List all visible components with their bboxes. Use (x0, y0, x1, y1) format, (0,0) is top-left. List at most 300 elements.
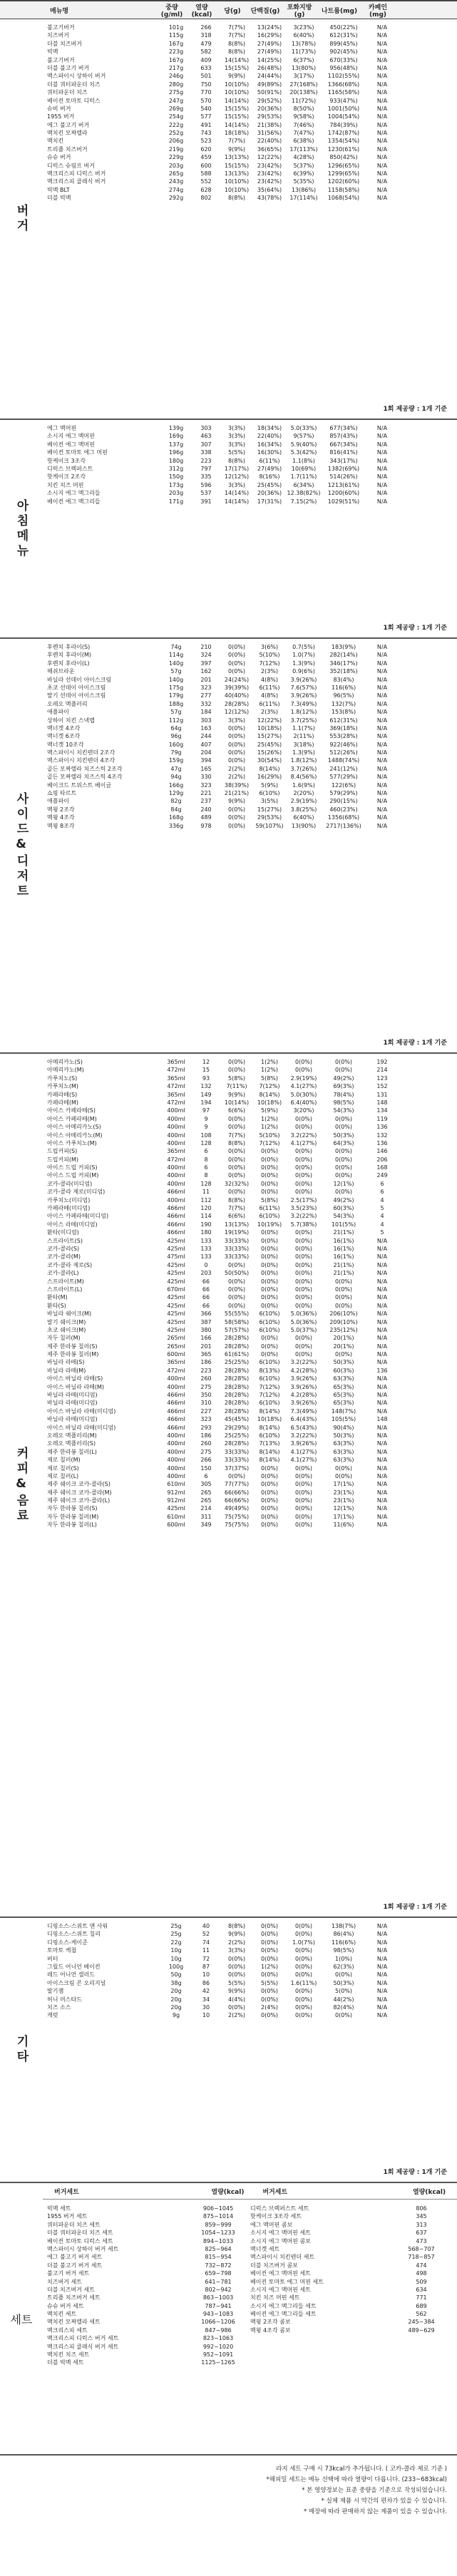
nutrient-value: 21(1%) (333, 1270, 354, 1277)
nutrient-value: 7(7%) (227, 32, 246, 39)
nutrient-value: N/A (376, 1939, 388, 1946)
nutrient-value: 0(0%) (334, 1464, 353, 1472)
nutrient-value: 4 (380, 1221, 384, 1228)
table-row (47, 1939, 457, 1946)
table-row (47, 64, 457, 72)
nutrient-value: 8(14%) (259, 1091, 280, 1098)
menu-name: 빅맥 BLT (47, 186, 70, 193)
set-row (47, 2310, 250, 2318)
nutrient-value: 3(3%) (227, 441, 246, 448)
table-row (47, 1464, 457, 1472)
nutrient-value: 5(37%) (293, 162, 314, 169)
nutrient-value: 243g (168, 178, 184, 185)
nutrient-value: 15(15%) (224, 113, 250, 120)
nutrient-value: 3.9(26%) (290, 1400, 317, 1407)
table-row (47, 1358, 457, 1366)
nutrient-value: N/A (376, 1996, 388, 2003)
nutrient-value: 1354(54%) (327, 138, 360, 145)
nutrient-value: 6(37%) (293, 56, 314, 63)
nutrient-value: 20(36%) (257, 490, 282, 497)
table-row (47, 806, 457, 814)
nutrient-value: 335 (200, 473, 212, 481)
table-row (47, 2003, 457, 2011)
nutrient-value: 11 (202, 1947, 210, 1954)
set-category-label: 세트 (10, 2312, 33, 2326)
nutrient-value: 400ml (167, 1472, 185, 1479)
category-column (0, 639, 43, 1052)
table-row (47, 153, 457, 161)
nutrient-value: 246g (168, 73, 184, 80)
set-kcal: 863~1003 (202, 2294, 234, 2302)
nutrient-value: 150g (168, 473, 184, 481)
nutrient-value: 0(0%) (227, 749, 246, 756)
footnote: 라지 세트 구매 시 73kcal가 추가됩니다. ( 코카-콜라 제로 기준 ) (276, 2465, 447, 2473)
nutrient-value: 0(0%) (227, 1059, 246, 1065)
set-name: 베이컨 토마토 에그 머핀 세트 (250, 2278, 324, 2285)
nutrient-value: 280g (168, 81, 184, 88)
nutrient-value: 240 (200, 806, 212, 813)
nutrient-value: 0(0%) (227, 757, 246, 764)
table-row (47, 1334, 457, 1342)
menu-name: 자두 한라봉 칠러(S) (47, 1505, 98, 1512)
nutrient-value: 7(12%) (259, 1139, 280, 1146)
nutrient-value: 0(0%) (227, 741, 246, 748)
set-kcal: 718~857 (408, 2254, 435, 2261)
nutrient-value: 670(33%) (329, 56, 358, 63)
nutrient-value: 44(2%) (333, 1996, 354, 2003)
nutrient-value: 235(12%) (329, 1326, 358, 1333)
nutrient-value: 612(31%) (329, 717, 358, 724)
set-name: 맥크리스피 디럭스 버거 세트 (47, 2335, 119, 2342)
table-row (47, 732, 457, 740)
nutrient-value: 1029(51%) (327, 498, 360, 505)
set-row (47, 2318, 250, 2326)
nutrient-value: 0(0%) (334, 1148, 353, 1155)
set-name: 맥치킨 모짜렐라 세트 (47, 2319, 101, 2326)
nutrient-value: 217g (168, 64, 184, 71)
table-row (47, 643, 457, 651)
nutrient-value: 610ml (167, 1481, 185, 1488)
nutrient-value: 210 (200, 644, 212, 650)
nutrient-value: 17(113%) (289, 145, 318, 153)
nutrient-value: 475ml (167, 1253, 185, 1261)
menu-name: 제주 한라봉 칠러(L) (47, 1448, 97, 1455)
nutrient-value: 0(0%) (294, 1059, 313, 1065)
nutrient-value: 8(8%) (227, 40, 246, 47)
nutrient-value: 620 (200, 145, 212, 153)
nutrient-value: 66 (202, 1278, 210, 1285)
table-row (47, 667, 457, 675)
table-row (47, 1987, 457, 1995)
set-row (250, 2212, 453, 2220)
menu-name: 바닐라 라떼(미디엄) (47, 1400, 98, 1407)
nutrient-value: 265g (168, 170, 184, 178)
menu-name: 소시지 에그 맥머핀 (47, 433, 95, 440)
menu-name: 맥스파이시 치킨텐더 4조각 (47, 757, 115, 764)
menu-name: 쇼핑 타르트 (47, 790, 77, 797)
menu-name: 디핑소스-케이준 (47, 1939, 88, 1946)
nutrient-value: N/A (376, 1457, 388, 1464)
nutrient-value: 3(3%) (227, 433, 246, 440)
set-name: 베이컨 에그 맥그리들 세트 (250, 2311, 317, 2318)
set-name: 맥너겟 세트 (250, 2245, 280, 2252)
nutrient-value: N/A (376, 1505, 388, 1512)
category-column (0, 19, 43, 419)
set-kcal: 313 (416, 2221, 427, 2228)
nutrient-value: 4.1(27%) (290, 1139, 317, 1146)
table-row (47, 1212, 457, 1220)
table-row (47, 186, 457, 194)
menu-rows (47, 420, 457, 506)
menu-name: 딸기 선데이 아이스크림 (47, 692, 106, 699)
nutrient-value: 265 (200, 1489, 212, 1496)
menu-name: 베이크드 트위스트 베이글 (47, 781, 112, 789)
set-row (47, 2343, 250, 2351)
nutrient-value: 203 (200, 1270, 212, 1277)
menu-name: 바닐라 선데이 아이스크림 (47, 676, 112, 683)
nutrient-value: 36(65%) (257, 145, 282, 153)
nutrient-value: 6(10%) (259, 790, 280, 797)
menu-name: 환타(S) (47, 1302, 66, 1309)
nutrient-value: 0(0%) (227, 668, 246, 675)
nutrient-value: 27(49%) (257, 465, 282, 472)
nutrient-value: 0(0%) (260, 1955, 279, 1962)
nutrient-value: 254g (168, 113, 184, 120)
nutrient-value: 29(53%) (257, 814, 282, 821)
nutrient-value: 1.8(12%) (290, 709, 317, 716)
table-row (47, 432, 457, 440)
nutrient-value: 1.7(11%) (290, 473, 317, 481)
table-row (47, 756, 457, 764)
nutrient-value: N/A (376, 81, 388, 88)
nutrient-value: 577(29%) (329, 774, 358, 781)
nutrient-value: 266 (200, 1457, 212, 1464)
set-kcal: 771 (416, 2294, 427, 2302)
nutrient-value: 6(6%) (227, 1213, 246, 1220)
nutrient-value: 49(49%) (224, 1505, 250, 1512)
nutrient-value: 167g (168, 40, 184, 47)
nutrient-value: 50(3%) (333, 1432, 354, 1439)
nutrient-value: 0(0%) (294, 1988, 313, 1995)
nutrient-value: 7(7%) (227, 1132, 246, 1139)
nutrient-value: 0(0%) (294, 2012, 313, 2019)
table-row (47, 789, 457, 797)
nutrient-value: 0(0%) (260, 1988, 279, 1995)
nutrient-value: N/A (376, 1955, 388, 1962)
header-sugar: 당(g) (224, 7, 241, 15)
nutrient-value: 0(0%) (260, 1522, 279, 1529)
nutrient-value: 21(1%) (333, 1229, 354, 1236)
nutrient-value: 260 (200, 1375, 212, 1382)
table-row (47, 1066, 457, 1074)
nutrient-value: 203g (168, 490, 184, 497)
nutrient-value: 4(28%) (293, 154, 314, 161)
nutrient-value: 0(0%) (260, 1278, 279, 1285)
nutrient-value: 4(8%) (260, 692, 279, 699)
nutrient-value: N/A (376, 473, 388, 481)
nutrient-value: 3.9(26%) (290, 1375, 317, 1382)
nutrient-value: 1001(50%) (327, 105, 360, 112)
nutrient-value: 63(3%) (333, 1457, 354, 1464)
nutrient-value: 8(14%) (259, 765, 280, 772)
nutrient-value: 6(11%) (259, 1205, 280, 1212)
nutrient-value: 292g (168, 195, 184, 202)
table-row (47, 1448, 457, 1456)
nutrient-value: 0(0%) (260, 1261, 279, 1268)
menu-name: 초코 선데이 아이스크림 (47, 684, 106, 691)
nutrient-value: 3.7(25%) (290, 717, 317, 724)
set-row (47, 2237, 250, 2245)
table-row (47, 178, 457, 185)
nutrient-value: 8.4(56%) (290, 774, 317, 781)
nutrient-value: 7(11%) (226, 1083, 247, 1090)
table-row (47, 1221, 457, 1228)
table-row (47, 814, 457, 821)
nutrient-value: 0(0%) (334, 1294, 353, 1301)
set-name: 쿼터파운더 치즈 세트 (47, 2221, 101, 2228)
nutrient-value: 667(34%) (329, 441, 358, 448)
nutrient-value: 27(49%) (257, 40, 282, 47)
nutrient-value: 137g (168, 441, 184, 448)
nutrient-value: 2(2%) (227, 1939, 246, 1946)
nutrient-value: 512(26%) (329, 749, 358, 756)
menu-name: 더블 빅맥 (47, 195, 71, 202)
nutrient-value: 57(57%) (224, 1326, 250, 1333)
set-kcal: 689 (416, 2302, 427, 2309)
nutrient-value: 65(3%) (333, 1400, 354, 1407)
nutrient-value: N/A (376, 195, 388, 202)
menu-rows (47, 1054, 457, 1529)
set-name: 베이컨 에그 맥머핀 세트 (250, 2270, 311, 2277)
nutrient-value: 275 (200, 1448, 212, 1455)
set-columns (47, 2205, 457, 2367)
set-name: 에그 불고기 버거 세트 (47, 2254, 103, 2261)
menu-name: 베이컨 에그 맥그리들 (47, 498, 101, 505)
nutrient-value: 206 (376, 1156, 388, 1163)
nutrient-value: N/A (376, 1407, 388, 1415)
nutrient-value: 0(0%) (260, 1302, 279, 1309)
set-name: 소시지 에그 맥머핀 콤보 (250, 2237, 311, 2244)
nutrient-value: N/A (376, 154, 388, 161)
nutrient-value: 86 (202, 1979, 210, 1986)
nutrient-value: 28(28%) (224, 1375, 250, 1382)
nutrient-value: 0(0%) (227, 1189, 246, 1196)
nutrient-value: 9(9%) (227, 1091, 246, 1098)
table-row (47, 1367, 457, 1375)
nutrient-value: 0(0%) (260, 1939, 279, 1946)
nutrient-value: 6(11%) (259, 684, 280, 691)
nutrient-value: 514(26%) (329, 473, 358, 481)
nutrient-value: 86(4%) (333, 1931, 354, 1938)
nutrient-value: 552 (200, 178, 212, 185)
nutrient-value: 6(40%) (293, 814, 314, 821)
nutrient-value: 241(12%) (329, 765, 358, 772)
nutrient-value: 78(4%) (333, 1091, 354, 1098)
nutrient-value: 28(28%) (224, 1367, 250, 1374)
nutrient-value: 265ml (167, 1343, 185, 1350)
nutrient-value: 3.9(26%) (290, 692, 317, 699)
nutrient-value: 902(45%) (329, 48, 358, 56)
set-kcal: 825~964 (205, 2245, 232, 2252)
nutrient-value: 52 (202, 1931, 210, 1938)
set-name: 맥스파이시 치킨텐더 세트 (250, 2254, 315, 2261)
nutrient-value: 10 (202, 1971, 210, 1979)
nutrient-value: 0(0%) (294, 1472, 313, 1479)
nutrient-value: 3.2(22%) (290, 1359, 317, 1366)
menu-name: 베이컨 에그 맥머핀 (47, 441, 95, 448)
set-kcal: 562 (416, 2311, 427, 2318)
nutrient-value: 6(10%) (259, 1213, 280, 1220)
table-row (47, 749, 457, 756)
nutrient-value: N/A (376, 1979, 388, 1986)
menu-name: 치즈 소스 (47, 2003, 71, 2011)
table-row (47, 1310, 457, 1318)
set-row (47, 2302, 250, 2310)
nutrient-value: 350 (200, 1392, 212, 1399)
nutrient-value: 33(33%) (224, 1448, 250, 1455)
nutrient-value: 98(5%) (333, 1099, 354, 1106)
nutrient-value: 180g (168, 457, 184, 464)
nutrient-value: 0(0%) (260, 2012, 279, 2019)
nutrient-value: 265 (200, 1497, 212, 1504)
nutrient-value: 79g (170, 749, 182, 756)
table-row (47, 692, 457, 699)
nutrient-value: 54(3%) (333, 1213, 354, 1220)
nutrient-value: 114 (200, 1213, 212, 1220)
nutrient-value: N/A (376, 490, 388, 497)
nutrient-value: 21(38%) (257, 121, 282, 128)
nutrient-value: 816(41%) (329, 449, 358, 456)
nutrient-value: 20g (170, 1996, 182, 2003)
nutrient-value: 2(2%) (227, 765, 246, 772)
nutrient-value: 11(72%) (291, 97, 317, 104)
nutrient-value: N/A (376, 781, 388, 789)
nutrient-value: 149 (200, 1091, 212, 1098)
nutrient-value: 0(0%) (334, 1472, 353, 1479)
nutrient-value: N/A (376, 814, 388, 821)
nutrient-value: 12 (202, 1059, 210, 1065)
nutrient-value: N/A (376, 481, 388, 488)
table-row (47, 170, 457, 178)
nutrient-value: 169g (168, 433, 184, 440)
header-protein: 단백질(g) (250, 7, 280, 15)
nutrient-value: 466ml (167, 1407, 185, 1415)
nutrient-value: 0(0%) (334, 1971, 353, 1979)
nutrient-value: 9(9%) (227, 73, 246, 80)
nutrient-value: 57g (170, 709, 182, 716)
nutrient-value: 25g (170, 1923, 182, 1929)
nutrient-value: N/A (376, 433, 388, 440)
set-name: 소시지 에그 맥그리들 세트 (250, 2302, 317, 2309)
nutrient-value: 6(11%) (259, 700, 280, 707)
nutrient-value: 8(8%) (227, 48, 246, 56)
nutrient-value: 400ml (167, 1132, 185, 1139)
table-row (47, 1521, 457, 1529)
table-row (47, 1123, 457, 1131)
nutrient-value: 10(10%) (224, 81, 250, 88)
nutrient-value: 596 (200, 481, 212, 488)
nutrient-value: 33(33%) (224, 1237, 250, 1244)
nutrient-value: 133 (200, 1237, 212, 1244)
nutrient-value: 3(3%) (227, 717, 246, 724)
set-row (47, 2262, 250, 2269)
nutrient-value: 105(5%) (331, 1416, 356, 1423)
nutrient-value: 0.9(6%) (292, 668, 315, 675)
nutrient-value: 9 (204, 1124, 208, 1131)
set-kcal: 952~1091 (202, 2351, 234, 2359)
nutrient-value: 6(6%) (227, 1107, 246, 1114)
nutrient-value: 7.6(57%) (290, 684, 317, 691)
nutrient-value: 1.1(8%) (292, 457, 315, 464)
nutrient-value: 101g (168, 24, 184, 31)
table-row (47, 1058, 457, 1066)
menu-name: 아이스 카페라떼(S) (47, 1107, 96, 1114)
nutrient-value: 18(18%) (224, 130, 250, 137)
table-row (47, 1156, 457, 1164)
table-row (47, 56, 457, 64)
menu-name: 자두 한라봉 칠러(L) (47, 1522, 97, 1529)
nutrient-value: 7(47%) (293, 130, 314, 137)
table-row (47, 1504, 457, 1512)
nutrient-value: N/A (376, 1971, 388, 1979)
menu-name: 오레오 맥플러리(S) (47, 1440, 96, 1447)
header-sodium: 나트륨(mg) (321, 7, 358, 15)
nutrient-value: N/A (376, 64, 388, 71)
table-row (47, 1171, 457, 1179)
table-row (47, 48, 457, 56)
nutrient-value: 63(3%) (333, 1375, 354, 1382)
nutrient-value: 553(28%) (329, 733, 358, 740)
menu-name: 카페라떼(미디엄) (47, 1205, 91, 1212)
nutrient-value: 540 (200, 105, 212, 112)
nutrient-value: 2(3%) (260, 668, 279, 675)
nutrient-value: 400ml (167, 1440, 185, 1447)
table-row (47, 1922, 457, 1930)
nutrient-value: 1.6(9%) (292, 781, 315, 789)
table-row (47, 1074, 457, 1082)
table-row (47, 1375, 457, 1382)
nutrient-value: N/A (376, 1464, 388, 1472)
nutrient-value: N/A (376, 1963, 388, 1970)
nutrient-value: 978 (200, 822, 212, 829)
nutrient-value: 114g (168, 652, 184, 659)
nutrient-value: 463 (200, 433, 212, 440)
nutrient-value: 203g (168, 162, 184, 169)
set-name: 치킨 치즈 머핀 세트 (250, 2294, 300, 2302)
nutrient-value: 20(36%) (257, 105, 282, 112)
nutrient-value: 35(64%) (257, 186, 282, 193)
nutrient-value: 6.4(43%) (290, 1416, 317, 1423)
nutrient-value: 912ml (167, 1489, 185, 1496)
nutrient-value: 201 (200, 676, 212, 683)
nutrient-value: 66 (202, 1294, 210, 1301)
set-kcal: 787~941 (205, 2302, 232, 2309)
nutrient-value: 1(2%) (260, 1124, 279, 1131)
nutrient-value: 28(28%) (224, 1383, 250, 1390)
table-row (47, 1497, 457, 1504)
nutrient-value: 2.5(17%) (290, 1196, 317, 1204)
nutrient-value: 8(14%) (259, 1424, 280, 1431)
menu-name: 자두 칠러(M) (47, 1335, 81, 1342)
nutrient-value: 8(8%) (227, 1196, 246, 1204)
nutrient-value: 425ml (167, 1318, 185, 1325)
nutrient-value: 30(54%) (257, 757, 282, 764)
nutrient-value: 4.1(27%) (290, 1457, 317, 1464)
nutrient-value: 84g (170, 806, 182, 813)
menu-name: 디럭스 브렉퍼스트 (47, 465, 93, 472)
nutrient-value: 49(2%) (333, 1074, 354, 1082)
nutrient-value: 1004(54%) (327, 113, 360, 120)
